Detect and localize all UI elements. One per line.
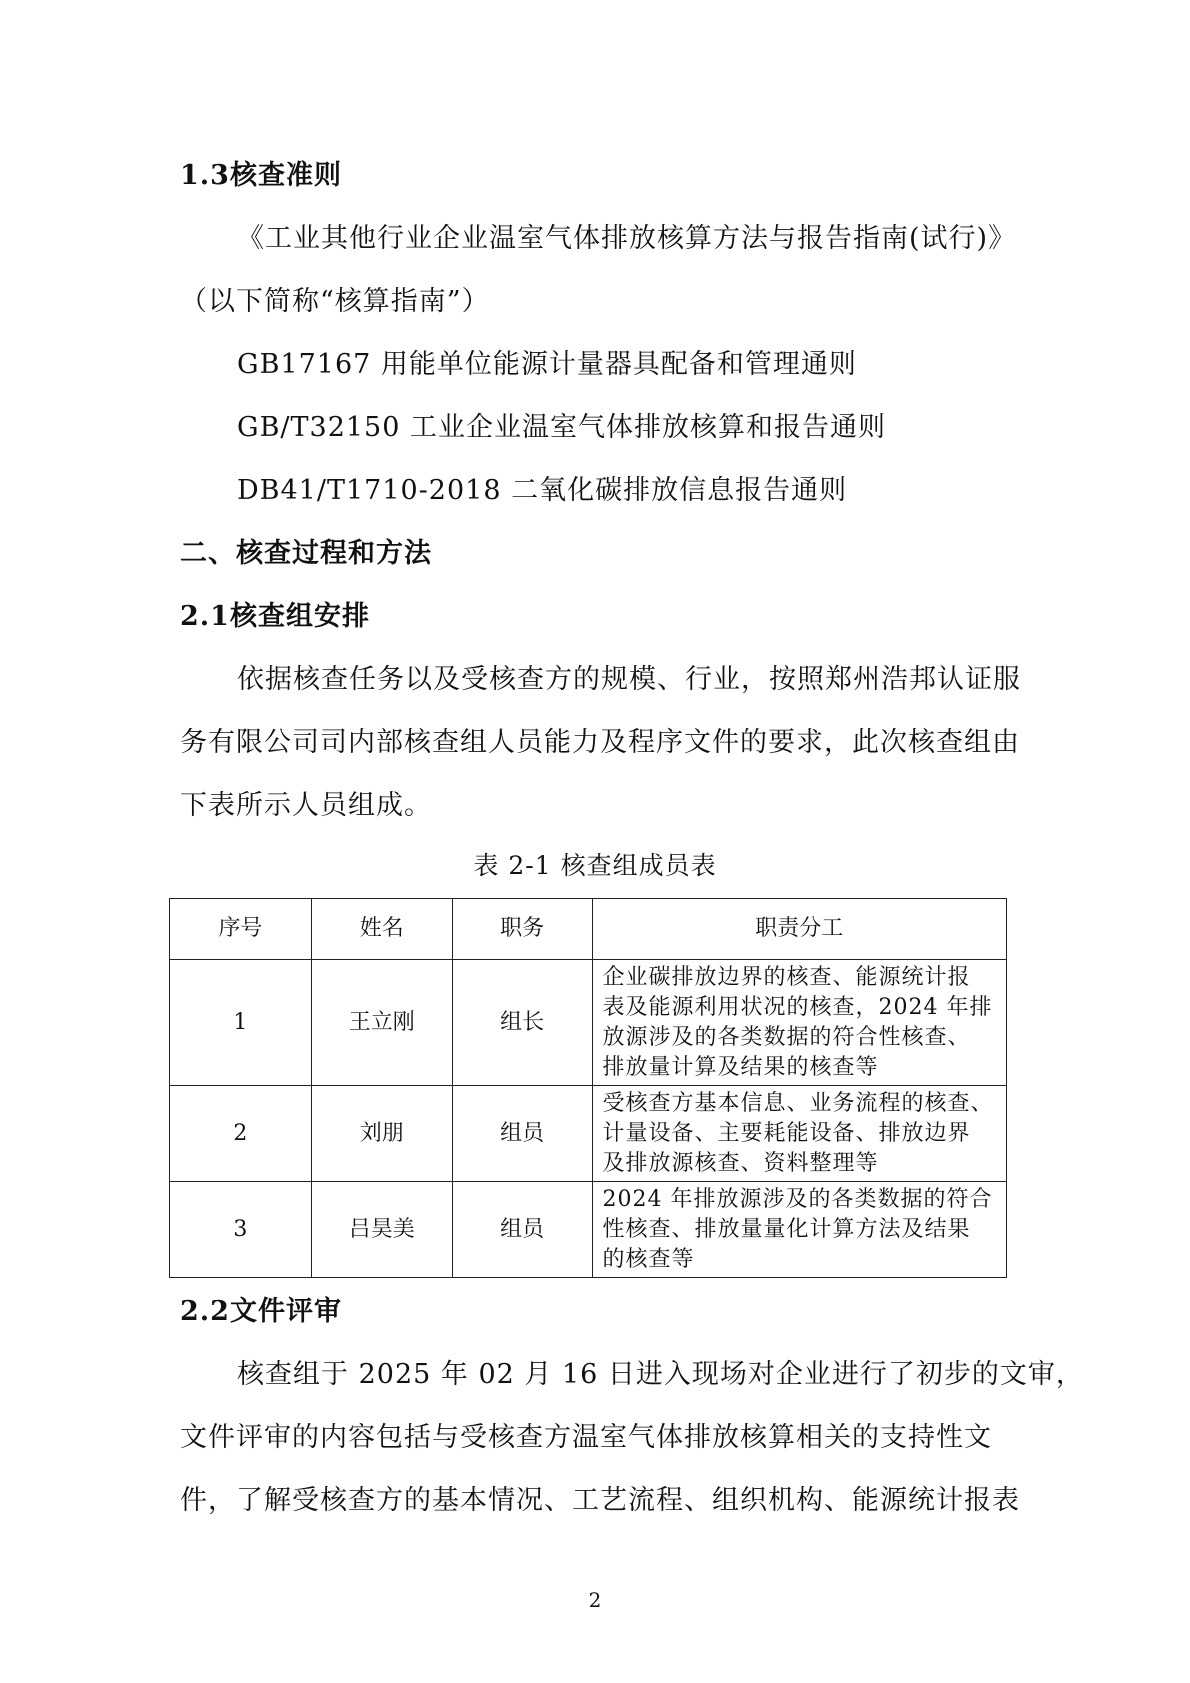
table-row [170,1182,1007,1278]
duty-line: 及排放源核查、资料整理等 [602,1150,879,1176]
duty-line: 计量设备、主要耗能设备、排放边界 [602,1120,971,1146]
paragraph-line: 下表所示人员组成。 [180,790,432,821]
table-caption: 表 2-1 核查组成员表 [473,851,717,880]
duty-line: 2024 年排放源涉及的各类数据的符合 [602,1186,993,1212]
duty-line: 受核查方基本信息、业务流程的核查、 [602,1090,994,1116]
section-2-1-heading: 2.1核查组安排 [180,601,370,632]
header-cell-role: 职务 [452,899,592,960]
cell-duty [592,960,1006,1086]
table-header-row [170,899,1007,960]
paragraph-line: 件，了解受核查方的基本情况、工艺流程、组织机构、能源统计报表 [180,1485,1020,1516]
members-table [169,898,1007,1278]
table-row [170,1086,1007,1182]
header-cell-name: 姓名 [311,899,452,960]
header-cell-no: 序号 [170,899,312,960]
criteria-item: 《工业其他行业企业温室气体排放核算方法与报告指南(试行)》 [237,223,1017,254]
section-2-heading: 二、核查过程和方法 [180,538,432,569]
duty-line: 的核查等 [602,1246,695,1272]
cell-no: 2 [170,1086,312,1182]
cell-duty [592,1086,1006,1182]
duty-line: 性核查、排放量量化计算方法及结果 [602,1216,971,1242]
duty-line: 表及能源利用状况的核查，2024 年排 [602,994,993,1020]
cell-role: 组员 [452,1086,592,1182]
duty-line: 放源涉及的各类数据的符合性核查、 [602,1024,971,1050]
paragraph-line: 文件评审的内容包括与受核查方温室气体排放核算相关的支持性文 [180,1422,992,1453]
section-2-2-heading: 2.2文件评审 [180,1296,342,1327]
cell-role: 组员 [452,1182,592,1278]
cell-no: 1 [170,960,312,1086]
criteria-item: GB/T32150 工业企业温室气体排放核算和报告通则 [237,412,886,443]
paragraph-line: 务有限公司司内部核查组人员能力及程序文件的要求，此次核查组由 [180,727,1020,758]
table-row [170,960,1007,1086]
section-1-3-heading: 1.3核查准则 [180,160,342,191]
cell-role: 组长 [452,960,592,1086]
cell-name: 刘朋 [311,1086,452,1182]
paragraph-line: 核查组于 2025 年 02 月 16 日进入现场对企业进行了初步的文审， [237,1359,1084,1390]
header-cell-duty: 职责分工 [592,899,1006,960]
criteria-item: GB17167 用能单位能源计量器具配备和管理通则 [237,349,857,380]
duty-line: 排放量计算及结果的核查等 [602,1054,879,1080]
criteria-item: DB41/T1710-2018 二氧化碳排放信息报告通则 [237,475,848,506]
page-number: 2 [588,1588,602,1612]
cell-no: 3 [170,1182,312,1278]
criteria-item: （以下简称“核算指南”） [180,286,490,317]
duty-line: 企业碳排放边界的核查、能源统计报 [602,964,971,990]
cell-name: 吕昊美 [311,1182,452,1278]
paragraph-line: 依据核查任务以及受核查方的规模、行业，按照郑州浩邦认证服 [237,664,1021,695]
cell-duty [592,1182,1006,1278]
cell-name: 王立刚 [311,960,452,1086]
